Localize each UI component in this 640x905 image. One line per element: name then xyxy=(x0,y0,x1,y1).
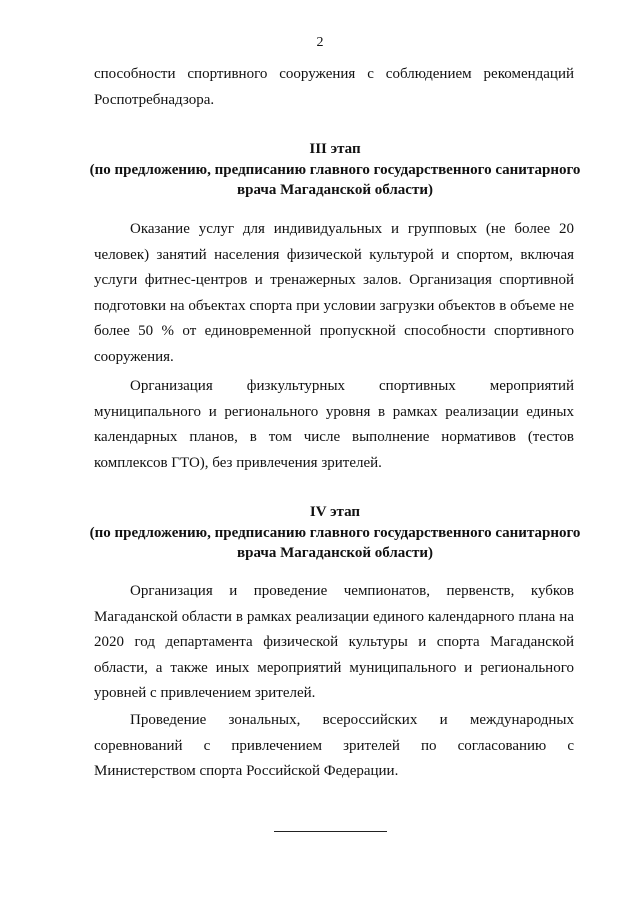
closing-separator-line xyxy=(274,831,387,832)
stage-4-subtitle: (по предложению, предписанию главного государственного санитарного врача Магаданской области) xyxy=(89,525,581,561)
continuation-paragraph: способности спортивного сооружения с соблюдением рекомендаций Роспотребнадзора. xyxy=(94,66,574,108)
stage-4-paragraph-2: Проведение зональных, всероссийских и международных соревнований с привлечением зрителей по согласованию с Министерством спорта Российской Федерации. xyxy=(94,712,574,779)
stage-3-paragraph-2: Организация физкультурных спортивных мероприятий муниципального и регионального уровня в рамках реализации единых календарных планов, в том числе выполнение нормативов (тестов комплексов ГТО), без привлечения зрителей. xyxy=(94,378,574,471)
page-number: 2 xyxy=(316,35,324,50)
stage-4-title: IV этап xyxy=(309,504,361,520)
stage-3-paragraph-1: Оказание услуг для индивидуальных и групповых (не более 20 человек) занятий населения физической культурой и спортом, включая услуги фитнес-центров и тренажерных залов. Организация спортивной подготовки на объектах спорта при условии загрузки объектов в объеме не более 50 % от единовременной пропускной способности спортивного сооружения. xyxy=(94,221,574,365)
stage-3-subtitle: (по предложению, предписанию главного государственного санитарного врача Магаданской области) xyxy=(89,162,581,198)
stage-4-paragraph-1: Организация и проведение чемпионатов, первенств, кубков Магаданской области в рамках реализации единого календарного плана на 2020 год департамента физической культуры и спорта Магаданской области, а также иных мероприятий муниципального и регионального уровней с привлечением зрителей. xyxy=(94,583,574,701)
stage-3-title: III этап xyxy=(309,141,361,157)
